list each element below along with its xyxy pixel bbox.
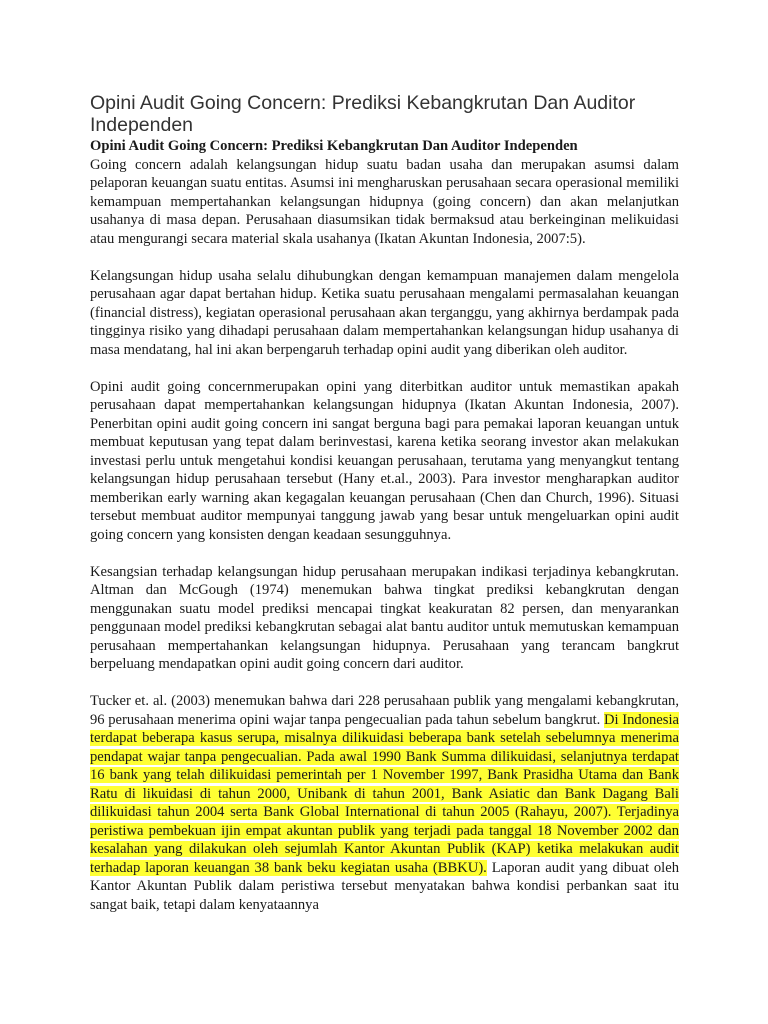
paragraph-4: Kesangsian terhadap kelangsungan hidup perusahaan merupakan indikasi terjadinya kebangkrutan. Altman dan McGough (1974) menemukan bahwa tingkat prediksi kebangkrutan dengan menggunakan suatu model prediksi mencapai tingkat keakuratan 82 persen, dan menyarankan penggunaan model prediksi kebangkrutan sebagai alat bantu auditor untuk memutuskan kemampuan perusahaan mempertahankan kelangsungan hidupnya. Perusahaan yang terancam bangkrut berpeluang mendapatkan opini audit going concern dari auditor.: [90, 563, 679, 672]
document-page: [90, 92, 679, 933]
paragraph-5-continuation: Laporan audit yang dibuat oleh Kantor Akuntan Publik dalam peristiwa tersebut menyatakan bahwa kondisi perbankan saat itu sangat baik, tetapi dalam kenyataannya: [90, 859, 679, 913]
document-subtitle: Opini Audit Going Concern: Prediksi Kebangkrutan Dan Auditor Independen: [90, 138, 578, 154]
document-title: Opini Audit Going Concern: Prediksi Kebangkrutan Dan Auditor Independen: [90, 92, 636, 136]
paragraph-5: [90, 692, 679, 914]
paragraph-3: Opini audit going concernmerupakan opini yang diterbitkan auditor untuk memastikan apakah perusahaan dapat mempertahankan kelangsungan hidupnya (Ikatan Akuntan Indonesia, 2007). Penerbitan opini audit going concern ini sangat berguna bagi para pemakai laporan keuangan untuk membuat keputusan yang tepat dalam berinvestasi, karena ketika seorang investor akan melakukan investasi perlu untuk mengetahui kondisi keuangan perusahaan, terutama yang menyangkut tentang kelangsungan hidup perusahaan tersebut (Hany et.al., 2003). Para investor mengharapkan auditor memberikan early warning akan kegagalan keuangan perusahaan (Chen dan Church, 1996). Situasi tersebut membuat auditor mempunyai tanggung jawab yang besar untuk mengeluarkan opini audit going concern yang konsisten dengan keadaan sesungguhnya.: [90, 378, 679, 543]
paragraph-1: Going concern adalah kelangsungan hidup suatu badan usaha dan merupakan asumsi dalam pelaporan keuangan suatu entitas. Asumsi ini mengharuskan perusahaan secara operasional memiliki kemampuan mempertahankan kelangsungan hidupnya (going concern) dan akan melanjutkan usahanya di masa depan. Perusahaan diasumsikan tidak bermaksud atau berkeinginan melikuidasi atau mengurangi secara material skala usahanya (Ikatan Akuntan Indonesia, 2007:5).: [90, 156, 679, 247]
paragraph-2: Kelangsungan hidup usaha selalu dihubungkan dengan kemampuan manajemen dalam mengelola perusahaan agar dapat bertahan hidup. Ketika suatu perusahaan mengalami permasalahan keuangan (financial distress), kegiatan operasional perusahaan akan terganggu, yang akhirnya berdampak pada tingginya risiko yang dihadapi perusahaan dalam mempertahankan kelangsungan hidup usahanya di masa mendatang, hal ini akan berpengaruh terhadap opini audit yang diberikan oleh auditor.: [90, 267, 679, 358]
paragraph-5-intro: Tucker et. al. (2003) menemukan bahwa dari 228 perusahaan publik yang mengalami kebangkrutan, 96 perusahaan menerima opini wajar tanpa pengecualian pada tahun sebelum bangkrut.: [90, 693, 679, 728]
highlighted-passage: Di Indonesia terdapat beberapa kasus serupa, misalnya dilikuidasi beberapa bank setelah sebelumnya menerima pendapat wajar tanpa pengecualian. Pada awal 1990 Bank Summa dilikuidasi, selanjutnya terdapat 16 bank yang telah dilikuidasi pemerintah per 1 November 1997, Bank Prasidha Utama dan Bank Ratu di likuidasi di tahun 2000, Unibank di tahun 2001, Bank Asiatic dan Bank Dagang Bali dilikuidasi tahun 2004 serta Bank Global International di tahun 2005 (Rahayu, 2007). Terjadinya peristiwa pembekuan ijin empat akuntan publik yang terjadi pada tanggal 18 November 2002 dan kesalahan yang dilakukan oleh sejumlah Kantor Akuntan Publik (KAP) ketika melakukan audit terhadap laporan keuangan 38 bank beku kegiatan usaha (BBKU).: [90, 711, 679, 876]
